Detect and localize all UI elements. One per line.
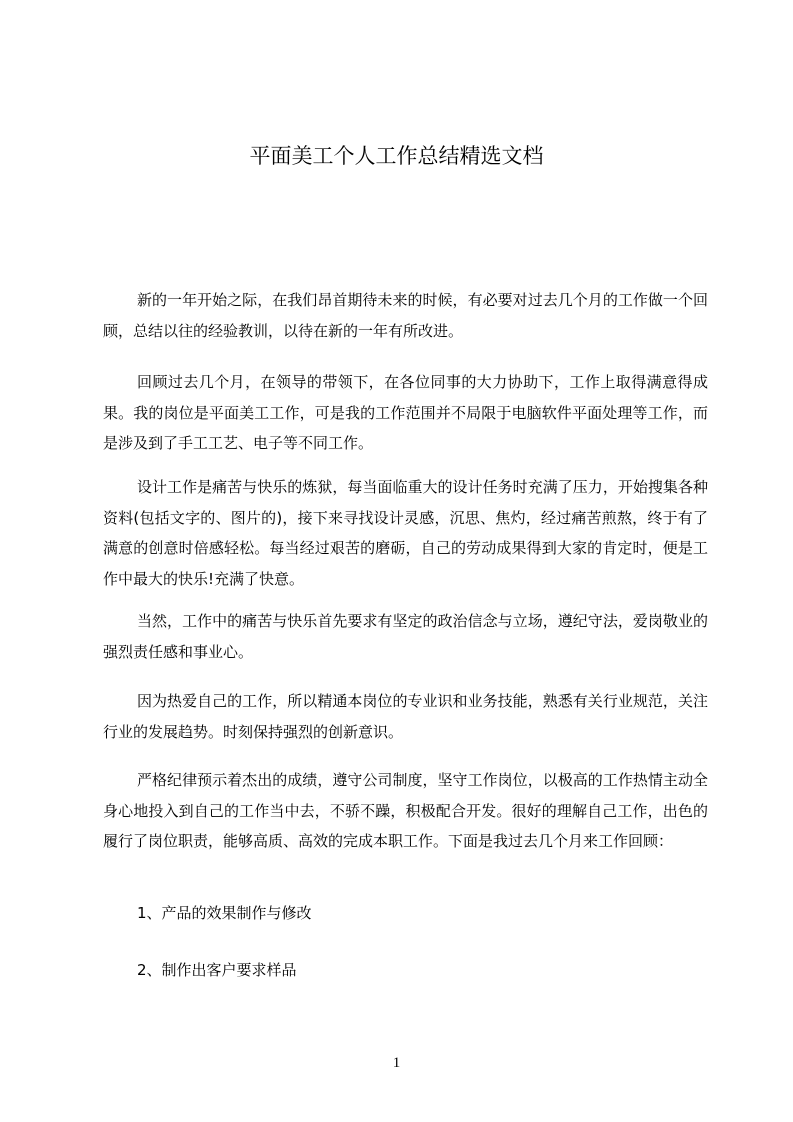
paragraph-review: 回顾过去几个月，在领导的带领下，在各位同事的大力协助下，工作上取得满意得成果。我的岗位是平面美工工作，可是我的工作范围并不局限于电脑软件平面处理等工作，而是涉及到了手工工艺、电子等不同工作。	[103, 373, 708, 452]
paragraph-intro: 新的一年开始之际，在我们昂首期待未来的时候，有必要对过去几个月的工作做一个回顾，总结以往的经验教训，以待在新的一年有所改进。	[103, 291, 708, 340]
paragraph-design-work: 设计工作是痛苦与快乐的炼狱，每当面临重大的设计任务时充满了压力，开始搜集各种资料(包括文字的、图片的)，接下来寻找设计灵感，沉思、焦灼，经过痛苦煎熬，终于有了满意的创意时倍感轻松。每当经过艰苦的磨砺，自己的劳动成果得到大家的肯定时，便是工作中最大的快乐!充满了快意。	[103, 478, 708, 588]
paragraph-discipline: 严格纪律预示着杰出的成绩，遵守公司制度，坚守工作岗位，以极高的工作热情主动全身心地投入到自己的工作当中去，不骄不躁，积极配合开发。很好的理解自己工作，出色的履行了岗位职责，能够高质、高效的完成本职工作。下面是我过去几个月来工作回顾：	[103, 771, 708, 850]
document-title: 平面美工个人工作总结精选文档	[249, 144, 544, 168]
list-item-effect-production: 1、产品的效果制作与修改	[137, 904, 312, 922]
paragraph-professional-skill: 因为热爱自己的工作，所以精通本岗位的专业识和业务技能，熟悉有关行业规范，关注行业的发展趋势。时刻保持强烈的创新意识。	[103, 692, 708, 741]
paragraph-political-stance: 当然，工作中的痛苦与快乐首先要求有坚定的政治信念与立场，遵纪守法，爱岗敬业的强烈责任感和事业心。	[103, 612, 708, 661]
list-item-customer-samples: 2、制作出客户要求样品	[137, 961, 297, 979]
page-number: 1	[392, 1055, 401, 1071]
